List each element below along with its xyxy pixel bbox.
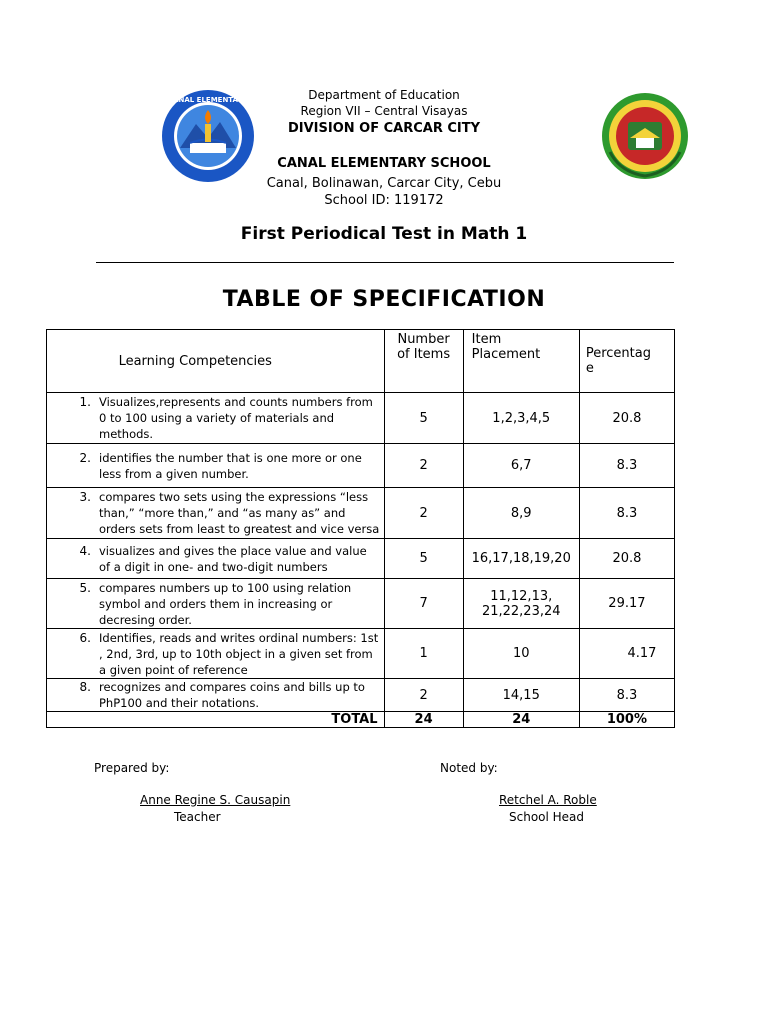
competency-text: compares numbers up to 100 using relation symbol and orders them in increasing or decresing order. [99, 580, 352, 627]
total-row [47, 712, 675, 728]
competency-text: visualizes and gives the place value and value of a digit in one- and two-digit numbers [99, 543, 367, 574]
preparer-name: Anne Regine S. Causapin [140, 793, 291, 807]
competency-text: identifies the number that is one more or one less from a given number. [99, 450, 362, 481]
division-name: DIVISION OF CARCAR CITY [287, 121, 481, 136]
prepared-by-label: Prepared by: [94, 761, 170, 775]
item-placement: 10 [463, 629, 579, 679]
item-placement: 11,12,13, 21,22,23,24 [463, 579, 579, 629]
item-placement: 6,7 [463, 444, 579, 488]
item-placement: 16,17,18,19,20 [463, 539, 579, 579]
header-placement-line1: Item [471, 332, 502, 347]
department-name: Department of Education [308, 88, 460, 102]
item-placement: 1,2,3,4,5 [463, 393, 579, 444]
percentage-value: 8.3 [579, 679, 674, 712]
items-count: 2 [384, 488, 463, 539]
table-row [47, 679, 675, 712]
row-number: 6. [79, 630, 91, 645]
table-row [47, 539, 675, 579]
noter-role: School Head [509, 810, 585, 824]
header-number-line1: Number [397, 332, 450, 347]
table-header-row [47, 330, 675, 393]
item-placement: 8,9 [463, 488, 579, 539]
percentage-value: 4.17 [579, 629, 674, 679]
competency-cell [47, 629, 385, 679]
competency-cell [47, 488, 385, 539]
items-count: 5 [384, 539, 463, 579]
row-number: 4. [79, 543, 91, 558]
competency-cell [47, 393, 385, 444]
table-row [47, 629, 675, 679]
svg-text:CANAL ELEMENTARY: CANAL ELEMENTARY [167, 96, 249, 104]
items-count: 1 [384, 629, 463, 679]
title-rule [96, 262, 674, 263]
table-row [47, 488, 675, 539]
test-title: First Periodical Test in Math 1 [240, 224, 528, 244]
table-row [47, 579, 675, 629]
percentage-value: 20.8 [579, 393, 674, 444]
competency-cell [47, 579, 385, 629]
header-percentage [579, 330, 674, 393]
competency-cell [47, 444, 385, 488]
items-count: 7 [384, 579, 463, 629]
school-address: Canal, Bolinawan, Carcar City, Cebu [266, 176, 502, 191]
competency-text: Visualizes,represents and counts numbers from 0 to 100 using a variety of materials and methods. [99, 395, 373, 441]
preparer-role: Teacher [174, 810, 221, 824]
total-items: 24 [384, 712, 463, 728]
header-percentage-line1: Percentag [585, 346, 651, 361]
total-percentage: 100% [579, 712, 674, 728]
noted-by-label: Noted by: [440, 761, 498, 775]
document-title: TABLE OF SPECIFICATION [222, 287, 546, 312]
competency-cell [47, 679, 385, 712]
noter-name: Retchel A. Roble [499, 793, 597, 807]
header-number-line2: of Items [397, 347, 451, 362]
total-placement: 24 [463, 712, 579, 728]
row-number: 3. [79, 490, 91, 504]
competency-text: recognizes and compares coins and bills up to PhP100 and their notations. [99, 680, 365, 710]
competency-text: Identifies, reads and writes ordinal numbers: 1st , 2nd, 3rd, up to 10th object in a given set from a given point of reference [99, 630, 379, 677]
school-id: School ID: 119172 [324, 193, 444, 208]
total-label: TOTAL [47, 712, 385, 728]
specification-table [46, 329, 675, 728]
competency-cell [47, 539, 385, 579]
header-competencies: Learning Competencies [47, 330, 385, 393]
row-number: 2. [79, 450, 91, 465]
header-placement-line2: Placement [471, 347, 541, 362]
percentage-value: 8.3 [579, 488, 674, 539]
percentage-value: 29.17 [579, 579, 674, 629]
percentage-value: 20.8 [579, 539, 674, 579]
items-count: 5 [384, 393, 463, 444]
row-number: 8. [79, 680, 91, 694]
header-number-of-items [384, 330, 463, 393]
table-row [47, 444, 675, 488]
row-number: 1. [79, 395, 91, 409]
header-item-placement [463, 330, 579, 393]
table-row [47, 393, 675, 444]
percentage-value: 8.3 [579, 444, 674, 488]
items-count: 2 [384, 444, 463, 488]
header-percentage-line2: e [585, 361, 594, 376]
items-count: 2 [384, 679, 463, 712]
competency-text: compares two sets using the expressions “less than,” “more than,” and “as many as” and orders sets from least to greatest and vice versa [99, 490, 380, 536]
school-name: CANAL ELEMENTARY SCHOOL [277, 156, 491, 171]
row-number: 5. [79, 580, 91, 595]
item-placement: 14,15 [463, 679, 579, 712]
region-name: Region VII – Central Visayas [300, 104, 468, 118]
